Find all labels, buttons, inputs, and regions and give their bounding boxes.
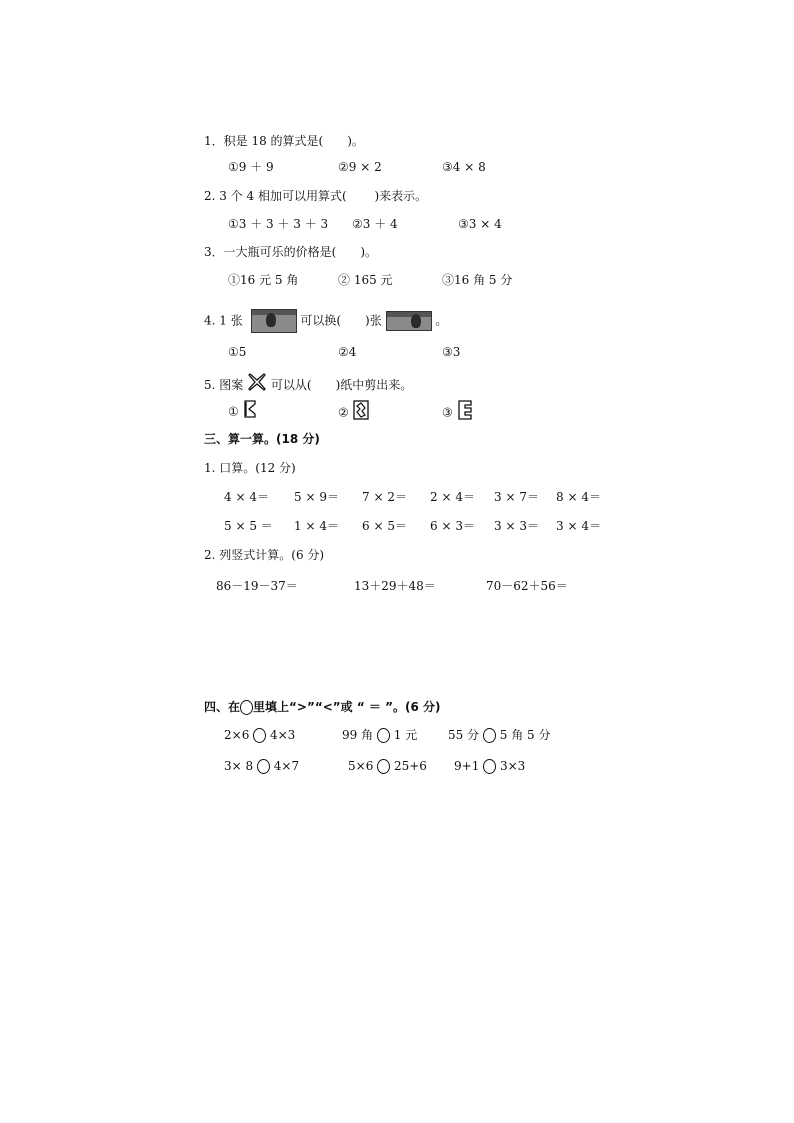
compare-right: 4×7 bbox=[273, 759, 300, 773]
compare-left: 5×6 bbox=[348, 759, 374, 773]
compare-left: 99 角 bbox=[342, 728, 374, 742]
answer-circle[interactable] bbox=[253, 728, 266, 743]
q4-option-2: ②4 bbox=[338, 345, 357, 359]
q5-stem bbox=[204, 372, 412, 399]
q5-stem-part-b: 可以从( )纸中剪出来。 bbox=[270, 378, 413, 392]
compare-left: 3× 8 bbox=[224, 759, 254, 773]
answer-circle[interactable] bbox=[377, 759, 390, 774]
compare-right: 3×3 bbox=[499, 759, 526, 773]
q5-option-1 bbox=[228, 400, 257, 424]
mental-calc-2-4: 6 × 3＝ bbox=[430, 519, 475, 533]
q2-stem: 2. 3 个 4 相加可以用算式( )来表示。 bbox=[204, 189, 428, 203]
mental-calc-1-2: 5 × 9＝ bbox=[294, 490, 339, 504]
q2-option-1: ①3 ＋ 3 ＋ 3 ＋ 3 bbox=[228, 217, 329, 231]
banknote-small-icon bbox=[386, 311, 432, 331]
q2-option-2: ②3 ＋ 4 bbox=[352, 217, 398, 231]
q3-option-1: ①16 元 5 角 bbox=[228, 273, 299, 287]
q1-stem: 1．积是 18 的算式是( )。 bbox=[204, 134, 364, 148]
q4-stem bbox=[204, 309, 447, 333]
compare-left: 2×6 bbox=[224, 728, 250, 742]
section4-title-part-b: 里填上“>”“<”或 “ ＝ ”。(6 分) bbox=[253, 700, 441, 714]
q1-option-3: ③4 × 8 bbox=[442, 160, 486, 174]
section4-title bbox=[204, 697, 440, 717]
section3-sub1: 1. 口算。(12 分) bbox=[204, 461, 296, 475]
section3-sub2: 2. 列竖式计算。(6 分) bbox=[204, 548, 325, 562]
compare-2-1 bbox=[224, 757, 299, 775]
q4-stem-part-a: 4. 1 张 bbox=[204, 313, 243, 328]
compare-right: 5 角 5 分 bbox=[499, 728, 551, 742]
paper-shape-3-icon bbox=[457, 400, 473, 426]
compare-1-2 bbox=[342, 726, 417, 744]
mental-calc-2-1: 5 × 5 ＝ bbox=[224, 519, 273, 533]
mental-calc-1-5: 3 × 7＝ bbox=[494, 490, 539, 504]
mental-calc-2-2: 1 × 4＝ bbox=[294, 519, 339, 533]
compare-2-2 bbox=[348, 757, 427, 775]
mental-calc-2-5: 3 × 3＝ bbox=[494, 519, 539, 533]
vertical-calc-2: 13＋29＋48＝ bbox=[354, 579, 436, 593]
q3-option-3: ③16 角 5 分 bbox=[442, 273, 513, 287]
compare-1-1 bbox=[224, 726, 295, 744]
compare-2-3 bbox=[454, 757, 525, 775]
mental-calc-1-1: 4 × 4＝ bbox=[224, 490, 269, 504]
q1-option-2: ②9 × 2 bbox=[338, 160, 382, 174]
section3-title: 三、算一算。(18 分) bbox=[204, 432, 320, 446]
q5-stem-part-a: 5. 图案 bbox=[204, 378, 244, 392]
q4-option-1: ①5 bbox=[228, 345, 247, 359]
answer-circle[interactable] bbox=[483, 728, 496, 743]
circle-icon bbox=[240, 700, 253, 715]
q4-stem-part-c: 。 bbox=[435, 313, 448, 328]
q2-option-3: ③3 × 4 bbox=[458, 217, 502, 231]
q5-option-2-label: ② bbox=[338, 405, 349, 420]
q3-option-2: ② 165 元 bbox=[338, 273, 393, 287]
mental-calc-1-4: 2 × 4＝ bbox=[430, 490, 475, 504]
paper-shape-1-icon bbox=[243, 400, 257, 424]
q5-option-2 bbox=[338, 400, 369, 426]
mental-calc-2-3: 6 × 5＝ bbox=[362, 519, 407, 533]
q4-option-3: ③3 bbox=[442, 345, 461, 359]
section4-title-part-a: 四、在 bbox=[204, 700, 241, 714]
q3-stem: 3．一大瓶可乐的价格是( )。 bbox=[204, 245, 377, 259]
answer-circle[interactable] bbox=[483, 759, 496, 774]
compare-1-3 bbox=[448, 726, 550, 744]
compare-left: 9+1 bbox=[454, 759, 480, 773]
paper-shape-2-icon bbox=[353, 400, 369, 426]
banknote-large-icon bbox=[251, 309, 297, 333]
mental-calc-1-3: 7 × 2＝ bbox=[362, 490, 407, 504]
compare-right: 1 元 bbox=[393, 728, 418, 742]
compare-right: 25+6 bbox=[393, 759, 427, 773]
answer-circle[interactable] bbox=[257, 759, 270, 774]
q5-option-3 bbox=[442, 400, 473, 426]
mental-calc-2-6: 3 × 4＝ bbox=[556, 519, 601, 533]
q5-option-3-label: ③ bbox=[442, 405, 453, 420]
answer-circle[interactable] bbox=[377, 728, 390, 743]
q4-stem-part-b: 可以换( )张 bbox=[300, 313, 382, 328]
vertical-calc-3: 70－62＋56＝ bbox=[486, 579, 568, 593]
compare-right: 4×3 bbox=[269, 728, 296, 742]
compare-left: 55 分 bbox=[448, 728, 480, 742]
q1-option-1: ①9 ＋ 9 bbox=[228, 160, 274, 174]
mental-calc-1-6: 8 × 4＝ bbox=[556, 490, 601, 504]
cross-pattern-icon bbox=[247, 372, 267, 399]
q5-option-1-label: ① bbox=[228, 404, 239, 419]
vertical-calc-1: 86－19－37＝ bbox=[216, 579, 298, 593]
